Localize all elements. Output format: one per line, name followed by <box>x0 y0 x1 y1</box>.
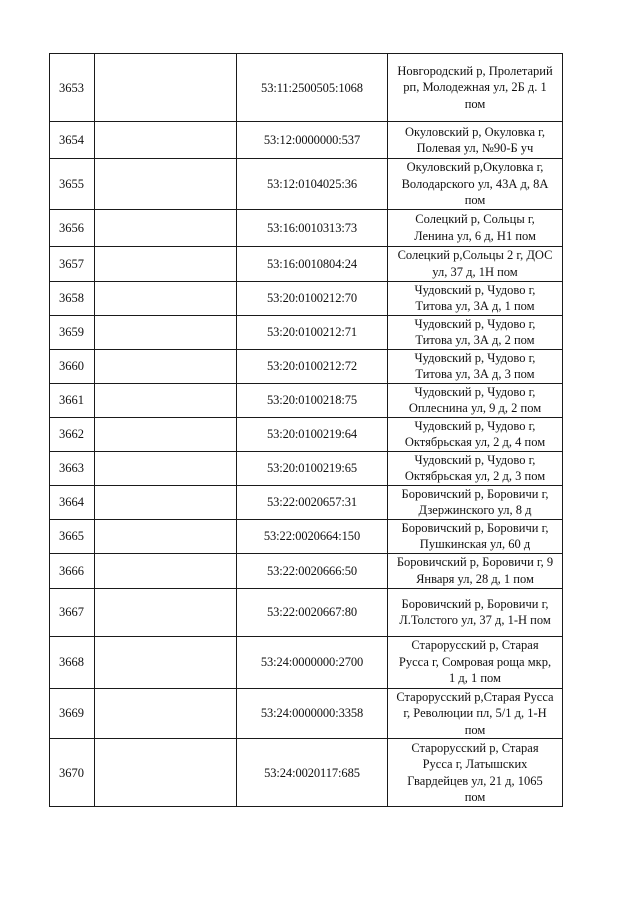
row-number-cell: 3660 <box>50 349 95 383</box>
cadastral-number-cell: 53:20:0100219:64 <box>237 417 388 451</box>
empty-cell <box>95 122 237 159</box>
row-number-cell: 3663 <box>50 451 95 485</box>
empty-cell <box>95 553 237 588</box>
table-row <box>50 636 563 688</box>
address-line: Новгородский р, Пролетарий <box>397 63 553 78</box>
address-line: Русса г, Латышских <box>422 757 528 771</box>
address-cell <box>388 485 563 519</box>
table-row <box>50 349 563 383</box>
table-row <box>50 54 563 122</box>
address-cell <box>388 383 563 417</box>
address-cell <box>388 209 563 246</box>
cadastral-number-cell: 53:16:0010313:73 <box>237 209 388 246</box>
table-row <box>50 383 563 417</box>
address-line: Титова ул, 3А д, 1 пом <box>415 299 535 313</box>
cadastral-number-cell: 53:11:2500505:1068 <box>237 54 388 122</box>
address-cell <box>388 122 563 159</box>
cadastral-number-cell: 53:20:0100212:70 <box>237 281 388 315</box>
row-number-cell: 3653 <box>50 54 95 122</box>
address-cell <box>388 315 563 349</box>
cadastral-number-cell: 53:20:0100218:75 <box>237 383 388 417</box>
address-line: Дзержинского ул, 8 д <box>418 503 532 517</box>
address-cell <box>388 553 563 588</box>
address-line: Окуловский р, Окуловка г, <box>405 124 545 139</box>
address-line: Чудовский р, Чудово г, <box>414 384 536 399</box>
cadastral-number-cell: 53:22:0020657:31 <box>237 485 388 519</box>
cadastral-number-cell: 53:22:0020667:80 <box>237 588 388 636</box>
cadastral-number-cell: 53:20:0100219:65 <box>237 451 388 485</box>
row-number-cell: 3668 <box>50 636 95 688</box>
address-cell <box>388 688 563 739</box>
address-line: Старорусский р, Старая <box>411 638 539 653</box>
cadastral-number-cell: 53:12:0104025:36 <box>237 159 388 210</box>
empty-cell <box>95 417 237 451</box>
address-line: пом <box>464 96 486 111</box>
row-number-cell: 3655 <box>50 159 95 210</box>
row-number-cell: 3664 <box>50 485 95 519</box>
empty-cell <box>95 451 237 485</box>
address-line: ул, 37 д, 1Н пом <box>432 264 518 279</box>
address-line: Чудовский р, Чудово г, <box>414 316 536 331</box>
table-row <box>50 417 563 451</box>
table-row <box>50 159 563 210</box>
table-row <box>50 246 563 281</box>
row-number-cell: 3654 <box>50 122 95 159</box>
address-line: Ленина ул, 6 д, Н1 пом <box>414 228 536 243</box>
row-number-cell: 3665 <box>50 519 95 553</box>
row-number-cell: 3657 <box>50 246 95 281</box>
empty-cell <box>95 315 237 349</box>
address-line: пом <box>464 722 486 737</box>
address-line: Октябрьская ул, 2 д, 4 пом <box>404 435 546 449</box>
address-line: Старорусский р, Старая <box>411 740 539 755</box>
address-line: Января ул, 28 д, 1 пом <box>416 571 534 586</box>
address-cell <box>388 417 563 451</box>
empty-cell <box>95 159 237 210</box>
empty-cell <box>95 485 237 519</box>
address-line: Титова ул, 3А д, 2 пом <box>415 333 535 347</box>
table-row <box>50 315 563 349</box>
empty-cell <box>95 636 237 688</box>
address-line: Солецкий р,Сольцы 2 г, ДОС <box>397 248 553 262</box>
address-cell <box>388 519 563 553</box>
table-row <box>50 451 563 485</box>
address-cell <box>388 349 563 383</box>
cadastral-number-cell: 53:20:0100212:71 <box>237 315 388 349</box>
cadastral-number-cell: 53:22:0020666:50 <box>237 553 388 588</box>
empty-cell <box>95 739 237 807</box>
address-line: Боровичский р, Боровичи г, <box>401 596 549 611</box>
address-cell <box>388 246 563 281</box>
table-row <box>50 588 563 636</box>
address-line: Боровичский р, Боровичи г, <box>401 520 549 535</box>
table-row <box>50 739 563 807</box>
row-number-cell: 3659 <box>50 315 95 349</box>
cadastral-table <box>49 53 563 807</box>
empty-cell <box>95 209 237 246</box>
address-cell <box>388 451 563 485</box>
cadastral-number-cell: 53:24:0000000:2700 <box>237 636 388 688</box>
address-line: Полевая ул, №90-Б уч <box>416 141 534 155</box>
table-row <box>50 281 563 315</box>
address-line: г, Революции пл, 5/1 д, 1-Н <box>403 706 547 720</box>
address-cell <box>388 159 563 210</box>
row-number-cell: 3666 <box>50 553 95 588</box>
empty-cell <box>95 519 237 553</box>
row-number-cell: 3670 <box>50 739 95 807</box>
address-line: Окуловский р,Окуловка г, <box>406 160 544 174</box>
address-cell <box>388 54 563 122</box>
row-number-cell: 3669 <box>50 688 95 739</box>
address-cell <box>388 588 563 636</box>
address-cell <box>388 739 563 807</box>
table-row <box>50 519 563 553</box>
address-line: Гвардейцев ул, 21 д, 1065 <box>407 773 543 788</box>
row-number-cell: 3667 <box>50 588 95 636</box>
address-line: Боровичский р, Боровичи г, <box>401 486 549 501</box>
row-number-cell: 3658 <box>50 281 95 315</box>
address-line: рп, Молодежная ул, 2Б д. 1 <box>403 80 547 95</box>
empty-cell <box>95 383 237 417</box>
row-number-cell: 3662 <box>50 417 95 451</box>
cadastral-number-cell: 53:22:0020664:150 <box>237 519 388 553</box>
address-line: Октябрьская ул, 2 д, 3 пом <box>404 469 546 483</box>
empty-cell <box>95 588 237 636</box>
empty-cell <box>95 688 237 739</box>
cadastral-number-cell: 53:24:0000000:3358 <box>237 688 388 739</box>
address-line: Пушкинская ул, 60 д <box>419 537 531 551</box>
cadastral-number-cell: 53:24:0020117:685 <box>237 739 388 807</box>
address-line: 1 д, 1 пом <box>449 671 501 686</box>
address-line: пом <box>464 790 486 804</box>
row-number-cell: 3661 <box>50 383 95 417</box>
table-row <box>50 688 563 739</box>
address-line: Чудовский р, Чудово г, <box>414 452 536 467</box>
address-line: Л.Толстого ул, 37 д, 1-Н пом <box>399 613 551 627</box>
address-line: Чудовский р, Чудово г, <box>414 350 536 365</box>
empty-cell <box>95 54 237 122</box>
address-line: Титова ул, 3А д, 3 пом <box>415 367 535 381</box>
address-line: Чудовский р, Чудово г, <box>414 282 536 297</box>
row-number-cell: 3656 <box>50 209 95 246</box>
address-line: Оплеснина ул, 9 д, 2 пом <box>408 401 542 415</box>
cadastral-number-cell: 53:16:0010804:24 <box>237 246 388 281</box>
cadastral-number-cell: 53:12:0000000:537 <box>237 122 388 159</box>
address-line: Старорусский р,Старая Русса <box>396 689 554 704</box>
table-body <box>50 54 563 807</box>
empty-cell <box>95 281 237 315</box>
address-cell <box>388 636 563 688</box>
table-row <box>50 209 563 246</box>
table-row <box>50 122 563 159</box>
address-line: пом <box>464 193 486 207</box>
table-row <box>50 553 563 588</box>
empty-cell <box>95 349 237 383</box>
address-line: Володарского ул, 43А д, 8А <box>401 176 549 191</box>
address-line: Солецкий р, Сольцы г, <box>415 212 535 226</box>
cadastral-number-cell: 53:20:0100212:72 <box>237 349 388 383</box>
address-line: Чудовский р, Чудово г, <box>414 418 536 433</box>
table-row <box>50 485 563 519</box>
empty-cell <box>95 246 237 281</box>
address-cell <box>388 281 563 315</box>
address-line: Русса г, Сомровая роща мкр, <box>398 654 552 669</box>
address-line: Боровичский р, Боровичи г, 9 <box>396 555 554 569</box>
